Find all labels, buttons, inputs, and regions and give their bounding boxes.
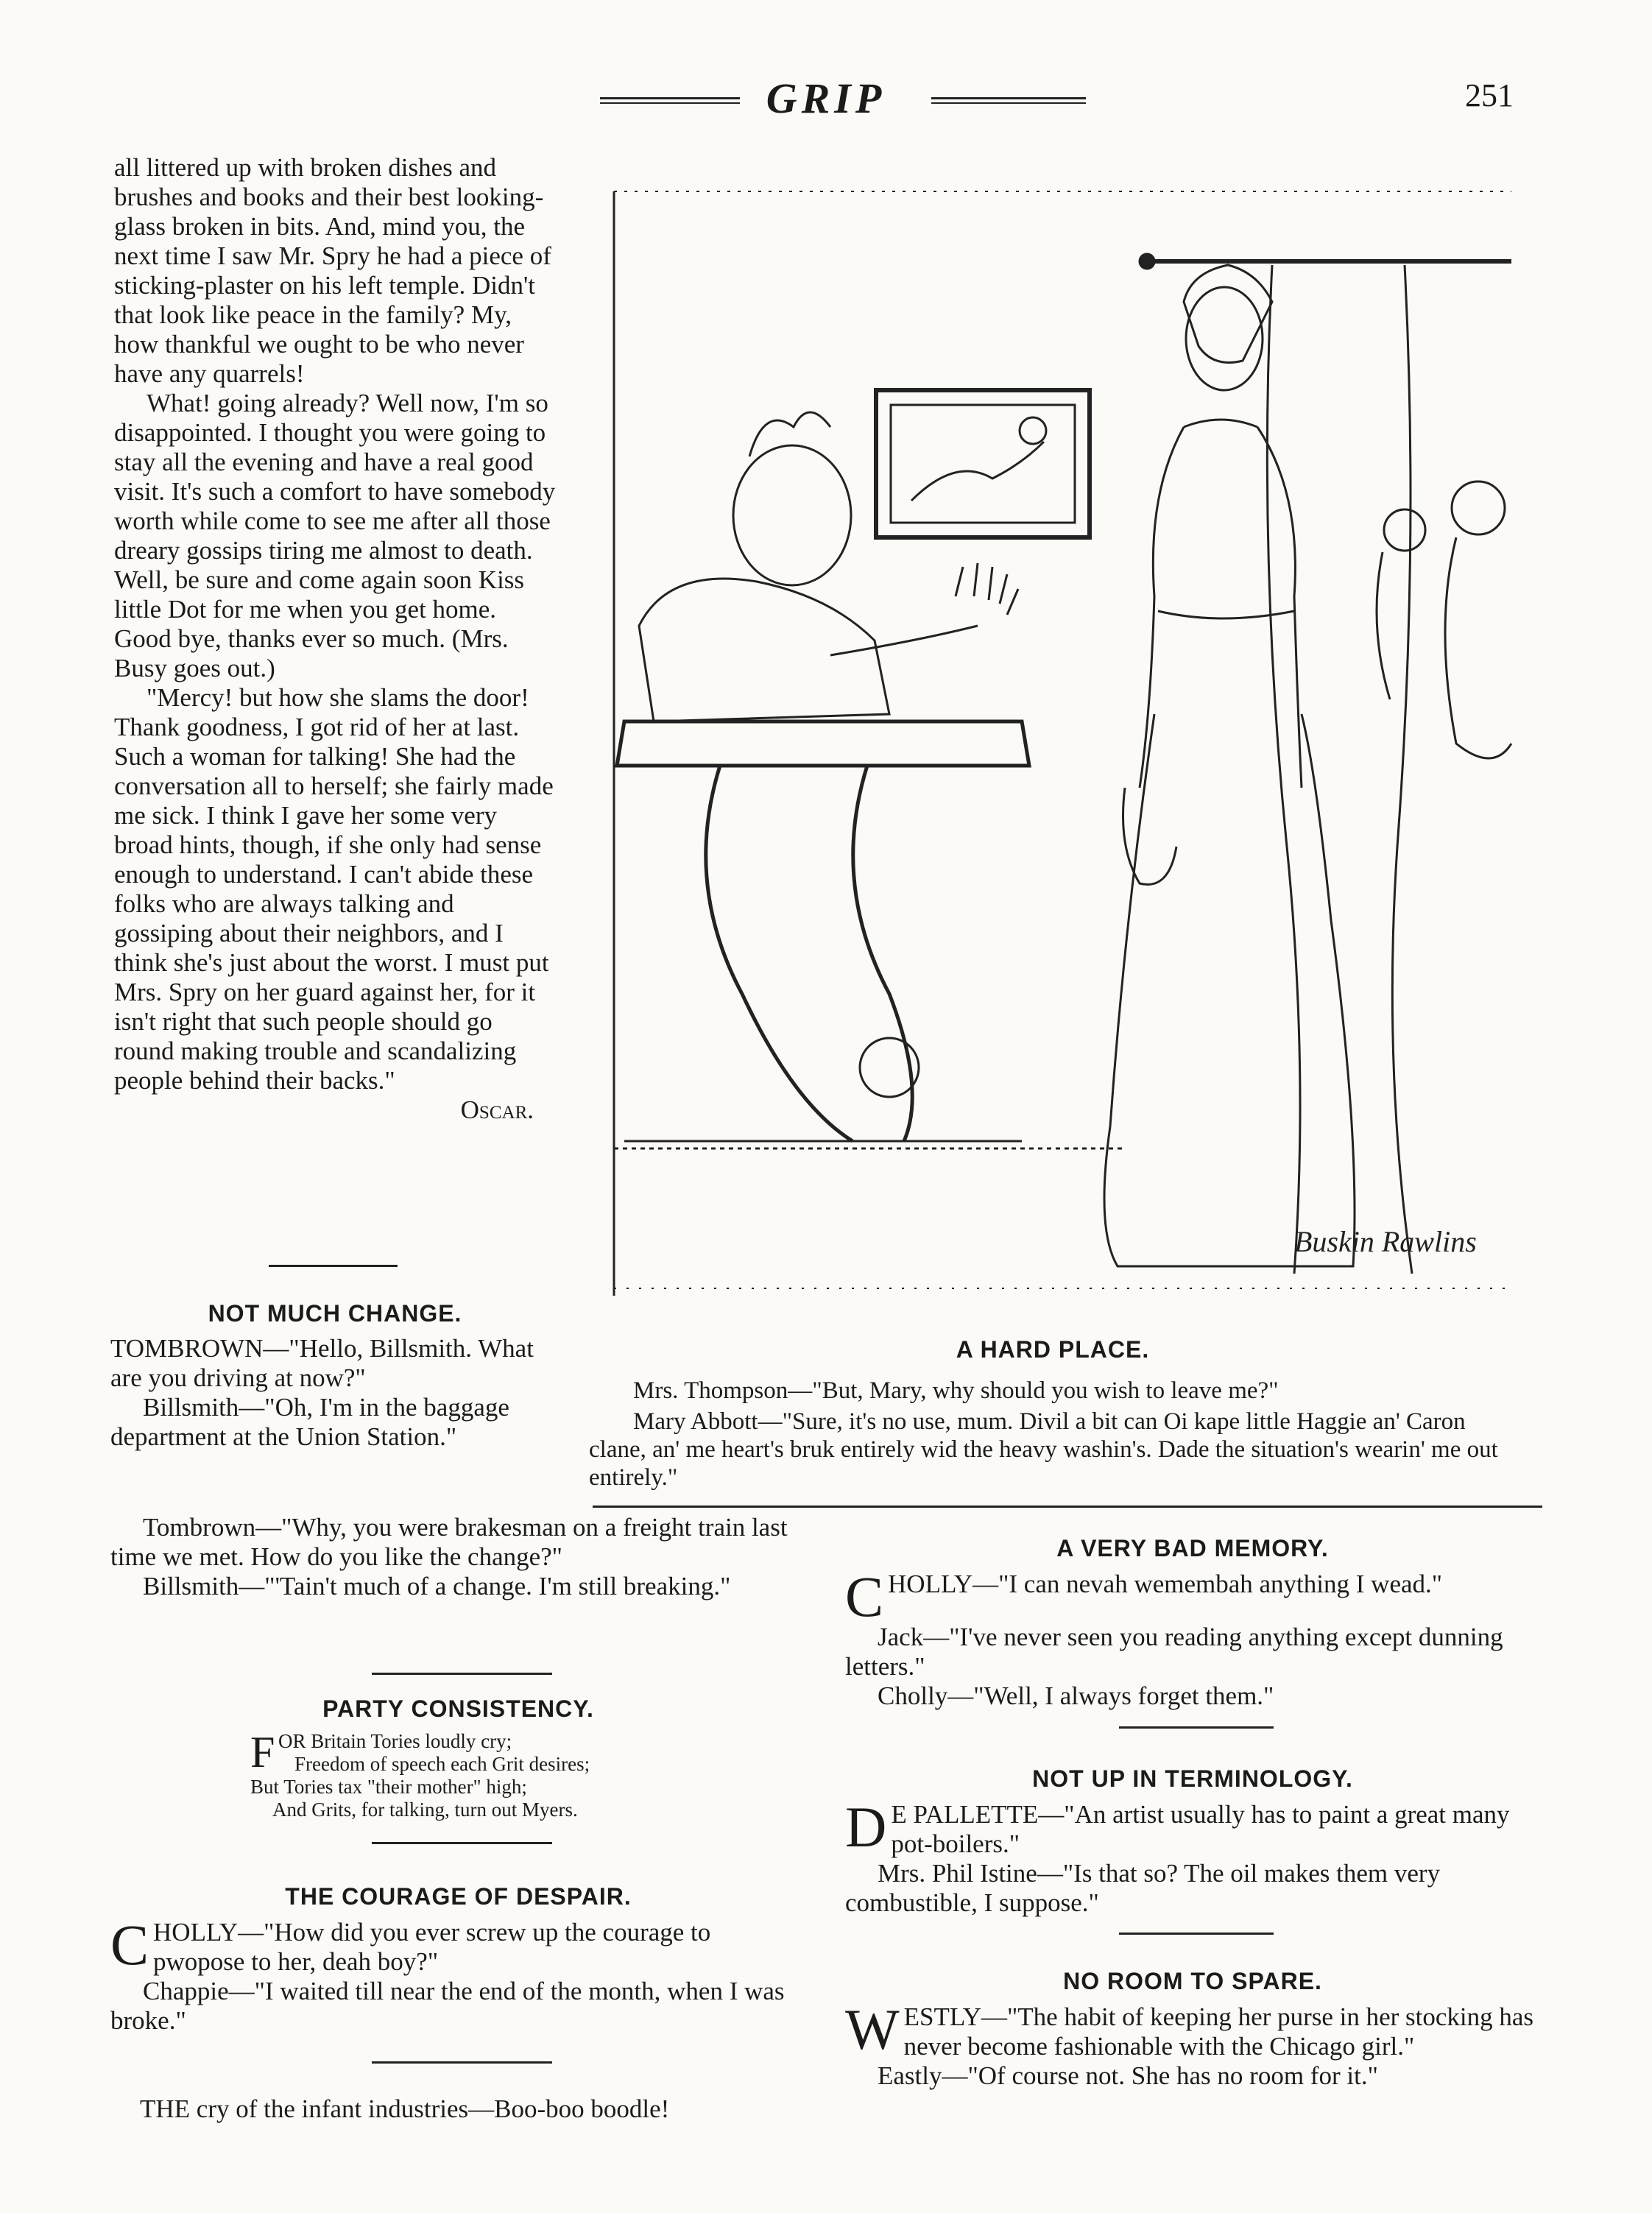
courage-of-despair-body — [110, 1913, 806, 2036]
story-paragraph-3: "Mercy! but how she slams the door! Thank goodness, I got rid of her at last. Such a woman for talking! She had the conversation all to herself; she fairly made me sick. I think I gave her some very broad hints, though, if she only had sense enough to understand. I can't abide these folks who are always talking and gossiping about their neighbors, and I think she's just about the worst. I must put Mrs. Spry on her guard against her, for it isn't right that such people should go round making trouble and scandalizing people behind their backs." — [114, 683, 554, 1095]
separator-rule — [1119, 1933, 1274, 1935]
caption-line-2: Mary Abbott—"Sure, it's no use, mum. Divil a bit can Oi kape little Haggie an' Caron clane, an' me heart's bruk entirely wid the heavy washin's. Dade the situation's wearin' me out entirely." — [589, 1408, 1498, 1491]
caption-line-1: Mrs. Thompson—"But, Mary, why should you wish to leave me?" — [633, 1377, 1279, 1404]
dropcap-letter: D — [845, 1795, 887, 1859]
separator-rule — [372, 2061, 552, 2064]
cartoon-caption — [589, 1377, 1517, 1492]
not-much-change-upper — [110, 1334, 560, 1452]
verse-line-1: OR Britain Tories loudly cry; — [278, 1730, 512, 1752]
not-much-change-lower — [110, 1513, 806, 1601]
verse-line-3: But Tories tax "their mother" high; — [250, 1776, 527, 1798]
not-much-change-p2: Billsmith—"Oh, I'm in the baggage department at the Union Station." — [110, 1393, 509, 1451]
heading-not-up-in-terminology: NOT UP IN TERMINOLOGY. — [1032, 1765, 1353, 1792]
no-room-p1: ESTLY—"The habit of keeping her purse in her stocking has never become fashionable with the Chicago girl." — [903, 2002, 1534, 2061]
separator-rule — [1119, 1726, 1274, 1729]
verse-line-2: Freedom of speech each Grit desires; — [294, 1753, 590, 1775]
separator-rule — [372, 1673, 552, 1675]
memory-p1: HOLLY—"I can nevah wemembah anything I wead." — [888, 1570, 1443, 1598]
caption-rule — [593, 1506, 1542, 1508]
memory-p3: Cholly—"Well, I always forget them." — [878, 1681, 1274, 1710]
dropcap-letter: C — [110, 1913, 149, 1977]
terminology-p2: Mrs. Phil Istine—"Is that so? The oil makes them very combustible, I suppose." — [845, 1859, 1441, 1917]
not-much-change-p3: Tombrown—"Why, you were brakesman on a freight train last time we met. How do you like the change?" — [110, 1513, 788, 1571]
not-much-change-p4: Billsmith—"'Tain't much of a change. I'm still breaking." — [143, 1572, 731, 1600]
heading-not-much-change: NOT MUCH CHANGE. — [208, 1300, 462, 1327]
cartoon-drawing — [610, 184, 1515, 1303]
courage-p1: HOLLY—"How did you ever screw up the courage to pwopose to her, deah boy?" — [153, 1918, 711, 1976]
very-bad-memory-body — [845, 1564, 1541, 1711]
story-paragraph-2: What! going already? Well now, I'm so disappointed. I thought you were going to stay all the evening and have a real good visit. It's such a comfort to have somebody worth while come to see me after all those dreary gossips tiring me almost to death. Well, be sure and come again soon Kiss little Dot for me when you get home. Good bye, thanks ever so much. (Mrs. Busy goes out.) — [114, 389, 556, 682]
dropcap-letter: F — [250, 1728, 275, 1776]
heading-very-bad-memory: A VERY BAD MEMORY. — [1056, 1535, 1329, 1561]
separator-rule — [269, 1265, 398, 1267]
dropcap-letter: W — [845, 1997, 900, 2061]
header-rule-right — [931, 97, 1086, 104]
separator-rule — [372, 1842, 552, 1844]
dropcap-letter: C — [845, 1564, 884, 1628]
cartoon-title: A HARD PLACE. — [956, 1336, 1150, 1363]
no-room-p2: Eastly—"Of course not. She has no room for it." — [878, 2061, 1378, 2090]
memory-p2: Jack—"I've never seen you reading anything except dunning letters." — [845, 1623, 1503, 1681]
heading-courage-of-despair: THE COURAGE OF DESPAIR. — [285, 1883, 632, 1910]
magazine-title: GRIP — [766, 74, 886, 122]
no-room-body — [845, 1997, 1541, 2091]
not-much-change-p1: TOMBROWN—"Hello, Billsmith. What are you driving at now?" — [110, 1334, 534, 1392]
party-consistency-verse — [250, 1730, 736, 1821]
story-paragraph-1: all littered up with broken dishes and brushes and books and their best looking-glass broken in bits. And, mind you, the next time I saw Mr. Spry he had a piece of sticking-plaster on his left temple. Didn't that look like peace in the family? My, how thankful we ought to be who never have any quarrels! — [114, 153, 551, 388]
continued-story — [114, 153, 556, 1125]
heading-party-consistency: PARTY CONSISTENCY. — [322, 1695, 594, 1722]
heading-no-room-to-spare: NO ROOM TO SPARE. — [1063, 1968, 1322, 1994]
terminology-p1: E PALLETTE—"An artist usually has to paint a great many pot-boilers." — [891, 1800, 1510, 1858]
artist-signature: Buskin Rawlins — [1294, 1225, 1477, 1258]
story-signature: Oscar. — [460, 1095, 534, 1124]
infant-industries-quip: THE cry of the infant industries—Boo-boo boodle! — [140, 2094, 670, 2123]
page-number: 251 — [1465, 77, 1514, 113]
verse-line-4: And Grits, for talking, turn out Myers. — [272, 1799, 578, 1821]
terminology-body — [845, 1795, 1541, 1918]
cartoon-illustration — [610, 184, 1515, 1303]
courage-p2: Chappie—"I waited till near the end of the month, when I was broke." — [110, 1977, 785, 2035]
